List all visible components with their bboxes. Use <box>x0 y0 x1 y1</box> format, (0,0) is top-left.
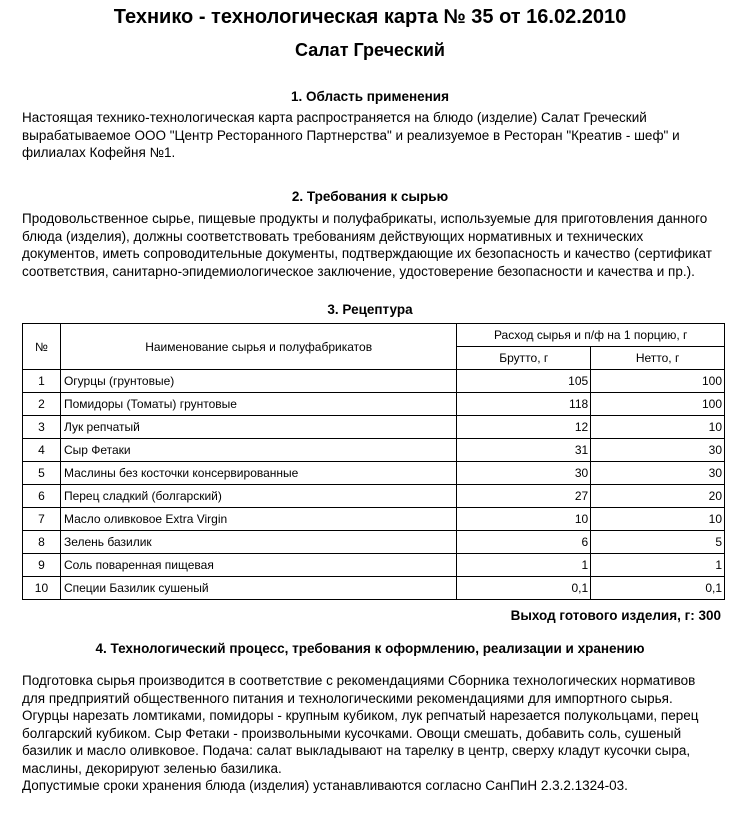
row-gross-value: 27 <box>457 485 591 508</box>
row-gross-value: 31 <box>457 439 591 462</box>
row-ingredient-name: Соль поваренная пищевая <box>60 554 456 577</box>
row-net-value: 30 <box>591 462 725 485</box>
row-number: 6 <box>23 485 61 508</box>
row-number: 5 <box>23 462 61 485</box>
row-net-value: 0,1 <box>591 577 725 600</box>
column-header-net: Нетто, г <box>591 347 725 370</box>
table-row <box>23 485 725 508</box>
section-4-text <box>22 672 722 795</box>
table-row <box>23 439 725 462</box>
row-net-value: 100 <box>591 370 725 393</box>
column-header-gross: Брутто, г <box>457 347 591 370</box>
row-gross-value: 1 <box>457 554 591 577</box>
row-ingredient-name: Лук репчатый <box>60 416 456 439</box>
row-net-value: 1 <box>591 554 725 577</box>
section-4-paragraph: Подготовка сырья производится в соответствие с рекомендациями Сборника технологических нормативов для предприятий общественного питания и технологическими рекомендациями для импортного сырья. <box>22 673 696 706</box>
table-row <box>23 462 725 485</box>
row-gross-value: 0,1 <box>457 577 591 600</box>
section-4-heading: 4. Технологический процесс, требования к оформлению, реализации и хранению <box>95 641 645 656</box>
row-number: 8 <box>23 531 61 554</box>
row-number: 9 <box>23 554 61 577</box>
row-gross-value: 12 <box>457 416 591 439</box>
table-row <box>23 554 725 577</box>
table-row <box>23 370 725 393</box>
row-ingredient-name: Огурцы (грунтовые) <box>60 370 456 393</box>
row-ingredient-name: Перец сладкий (болгарский) <box>60 485 456 508</box>
row-ingredient-name: Специи Базилик сушеный <box>60 577 456 600</box>
table-row <box>23 393 725 416</box>
yield-total: Выход готового изделия, г: 300 <box>510 608 721 623</box>
row-net-value: 5 <box>591 531 725 554</box>
row-ingredient-name: Помидоры (Томаты) грунтовые <box>60 393 456 416</box>
column-header-consumption: Расход сырья и п/ф на 1 порцию, г <box>457 324 725 347</box>
row-net-value: 10 <box>591 508 725 531</box>
section-2-text: Продовольственное сырье, пищевые продукты и полуфабрикаты, используемые для приготовления данного блюда (изделия), должны соответствовать требованиям действующих нормативных и технических документов, иметь сопроводительные документы, подтверждающие их безопасность и качество (сертификат соответствия, санитарно-эпидемиологическое заключение, удостоверение безопасности и качества и пр.). <box>22 211 712 279</box>
row-ingredient-name: Зелень базилик <box>60 531 456 554</box>
section-4-paragraph: Допустимые сроки хранения блюда (изделия) устанавливаются согласно СанПиН 2.3.2.1324-03. <box>22 778 628 793</box>
table-row <box>23 577 725 600</box>
row-number: 7 <box>23 508 61 531</box>
dish-name: Салат Греческий <box>295 40 445 60</box>
row-gross-value: 6 <box>457 531 591 554</box>
recipe-table <box>22 323 725 600</box>
section-4-paragraph: Огурцы нарезать ломтиками, помидоры - крупным кубиком, лук репчатый нарезается полукольцами, перец болгарский кубиком. Сыр Фетаки - произвольными кусочками. Овощи смешать, добавить соль, сушеный базилик и масло оливковое. Подача: салат выкладывают на тарелку в центр, сверху кладут кусочки сыра, маслины, декорируют зеленью базилика. <box>22 708 699 776</box>
section-3-heading: 3. Рецептура <box>327 302 413 317</box>
row-number: 3 <box>23 416 61 439</box>
table-row <box>23 508 725 531</box>
row-net-value: 10 <box>591 416 725 439</box>
row-gross-value: 105 <box>457 370 591 393</box>
row-ingredient-name: Сыр Фетаки <box>60 439 456 462</box>
table-header-row <box>23 324 725 347</box>
row-net-value: 20 <box>591 485 725 508</box>
row-number: 1 <box>23 370 61 393</box>
document-title: Технико - технологическая карта № 35 от 16.02.2010 <box>113 6 627 28</box>
row-ingredient-name: Маслины без косточки консервированные <box>60 462 456 485</box>
section-1-heading: 1. Область применения <box>291 89 449 104</box>
row-net-value: 100 <box>591 393 725 416</box>
row-number: 4 <box>23 439 61 462</box>
row-gross-value: 10 <box>457 508 591 531</box>
section-2-heading: 2. Требования к сырью <box>291 189 449 204</box>
table-row <box>23 416 725 439</box>
row-number: 2 <box>23 393 61 416</box>
column-header-name: Наименование сырья и полуфабрикатов <box>60 324 456 370</box>
row-net-value: 30 <box>591 439 725 462</box>
column-header-number: № <box>23 324 61 370</box>
section-1-text: Настоящая технико-технологическая карта распространяется на блюдо (изделие) Салат Греческий вырабатываемое ООО "Центр Ресторанного Партнерства" и реализуемое в Ресторан "Креатив - шеф" и филиалах Кофейня №1. <box>22 110 680 160</box>
row-gross-value: 30 <box>457 462 591 485</box>
row-ingredient-name: Масло оливковое Extra Virgin <box>60 508 456 531</box>
row-number: 10 <box>23 577 61 600</box>
row-gross-value: 118 <box>457 393 591 416</box>
table-row <box>23 531 725 554</box>
